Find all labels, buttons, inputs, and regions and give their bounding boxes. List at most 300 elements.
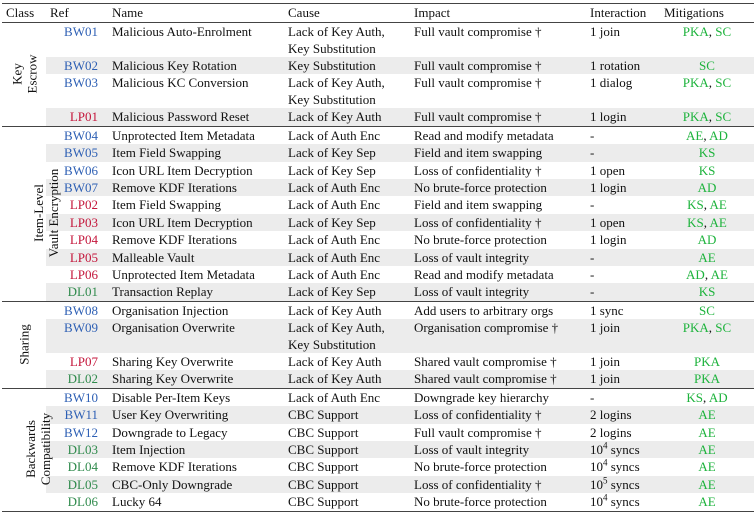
class-label-text [31, 169, 61, 257]
ref-cell: LP05 [46, 249, 108, 266]
class-label-line: Sharing [16, 324, 32, 365]
mitigation-tag: SC [715, 24, 732, 39]
cause-cell [284, 23, 410, 58]
cause-cell [284, 74, 410, 108]
cause-line: Lack of Key Sep [288, 214, 376, 230]
mitigation-tag: AE [698, 407, 716, 423]
impact-cell: Loss of confidentiality † [410, 406, 586, 423]
ref-cell: BW04 [46, 126, 108, 144]
interaction-cell [586, 406, 660, 423]
header-name: Name [108, 4, 284, 23]
interaction-cell [586, 126, 660, 144]
ref-cell: LP07 [69, 354, 98, 370]
table-row [2, 196, 754, 213]
class-label-text [9, 54, 39, 93]
interaction-value: 1 login [590, 109, 627, 125]
interaction-cell [586, 476, 660, 493]
mitigations-cell [660, 424, 754, 441]
name-cell: Sharing Key Overwrite [112, 354, 234, 370]
mitigations-cell [660, 74, 754, 108]
table-row [2, 424, 754, 441]
mitigation-tag: AE [698, 476, 716, 492]
interaction-value: 1 login [590, 179, 627, 195]
mitigation-tag: AD [708, 389, 728, 405]
mitigations-cell [660, 301, 754, 319]
cause-line: Lack of Key Auth, [288, 320, 385, 336]
ref-cell: BW07 [46, 179, 108, 196]
name-cell: Transaction Replay [108, 283, 284, 301]
mitigation-tag: KS [698, 162, 716, 178]
mitigation-tag: AE [709, 214, 727, 230]
cause-line: Lack of Key Auth [288, 109, 382, 125]
interaction-cell [586, 196, 660, 213]
interaction-value: 2 logins [590, 407, 632, 423]
interaction-cell [586, 283, 660, 301]
interaction-cell [586, 458, 660, 475]
table-row [2, 162, 754, 179]
interaction-exponent: 4 [603, 492, 608, 503]
interaction-cell [586, 144, 660, 161]
mitigation-tag: AD [686, 266, 705, 282]
cause-cell [284, 476, 410, 493]
mitigation-tag: PKA [682, 320, 709, 336]
table-body [2, 23, 754, 512]
table-row [2, 214, 754, 231]
name-cell: Downgrade to Legacy [112, 424, 228, 440]
impact-cell: Shared vault compromise † [414, 354, 557, 370]
name-cell: Item Field Swapping [112, 197, 222, 213]
table-row [2, 353, 754, 370]
mitigations-cell [660, 319, 754, 353]
interaction-value: - [590, 389, 595, 405]
interaction-cell [586, 266, 660, 283]
cause-line: CBC Support [288, 442, 359, 458]
cause-cell [284, 301, 410, 319]
interaction-value: 1 join [590, 320, 620, 336]
table-row [2, 476, 754, 493]
ref-cell: BW03 [64, 75, 98, 91]
header-ref: Ref [46, 4, 108, 23]
mitigation-tag: AE [686, 127, 704, 143]
mitigations-cell [660, 370, 754, 388]
cause-line: Lack of Key Sep [288, 162, 376, 178]
class-label-line: Compatibility [38, 413, 54, 486]
ref-cell: LP06 [69, 266, 98, 282]
ref-cell: BW11 [46, 406, 108, 423]
interaction-value: - [590, 284, 595, 300]
cause-line: Key Substitution [288, 337, 376, 353]
name-cell: User Key Overwriting [108, 406, 284, 423]
interaction-cell [586, 231, 660, 248]
interaction-value: 1 sync [590, 302, 624, 318]
table-row [2, 179, 754, 196]
mitigation-separator: , [703, 127, 710, 143]
class-label-line: Key [9, 63, 24, 85]
table-row [2, 74, 754, 108]
interaction-suffix: syncs [607, 459, 640, 475]
mitigation-tag: PKA [693, 371, 720, 387]
interaction-exponent: 4 [603, 440, 608, 451]
interaction-cell [586, 493, 660, 511]
impact-cell: Loss of vault integrity [410, 283, 586, 301]
cause-line: CBC Support [288, 476, 359, 492]
interaction-value: 10 [590, 459, 603, 475]
mitigations-cell [660, 57, 754, 74]
cause-cell [284, 196, 410, 213]
mitigations-cell [660, 214, 754, 231]
interaction-exponent: 4 [603, 458, 608, 469]
interaction-suffix: syncs [607, 494, 640, 510]
header-mitigations: Mitigations [660, 4, 754, 23]
mitigation-separator: , [703, 197, 710, 213]
name-cell: Lucky 64 [108, 493, 284, 511]
ref-cell: BW12 [64, 424, 98, 440]
cause-line: CBC Support [288, 459, 359, 475]
ref-cell: DL04 [67, 459, 98, 475]
cause-line: Lack of Auth Enc [288, 179, 381, 195]
table-row [2, 370, 754, 388]
name-cell: Sharing Key Overwrite [108, 370, 284, 388]
cause-cell [284, 441, 410, 458]
mitigation-tag: SC [699, 58, 715, 73]
cause-cell [284, 57, 410, 74]
mitigation-tag: AD [697, 179, 717, 195]
impact-cell: Full vault compromise † [414, 424, 542, 440]
table-row [2, 108, 754, 126]
cause-line: Lack of Auth Enc [288, 389, 381, 405]
impact-cell: Field and item swapping [410, 144, 586, 161]
cause-line: Lack of Auth Enc [288, 127, 381, 143]
cause-line: CBC Support [288, 407, 359, 423]
ref-cell: DL06 [46, 493, 108, 511]
impact-cell: No brute-force protection [410, 179, 586, 196]
interaction-value: - [590, 145, 595, 161]
name-cell: Malicious Auto-Enrolment [112, 24, 252, 39]
name-cell: Icon URL Item Decryption [108, 214, 284, 231]
cause-cell [284, 162, 410, 179]
name-cell: Remove KDF Iterations [108, 179, 284, 196]
mitigations-cell [660, 283, 754, 301]
impact-cell: Organisation compromise † [410, 319, 586, 353]
mitigation-separator: , [704, 266, 711, 282]
cause-cell [284, 126, 410, 144]
interaction-cell [586, 388, 660, 406]
interaction-value: 1 join [590, 371, 620, 387]
interaction-suffix: syncs [607, 476, 640, 492]
cause-cell [284, 406, 410, 423]
cause-cell [284, 266, 410, 283]
name-cell: Malicious Password Reset [108, 108, 284, 126]
mitigation-tag: KS [698, 145, 716, 161]
mitigation-separator: , [703, 389, 709, 405]
table-row [2, 493, 754, 511]
table-row [2, 231, 754, 248]
name-cell: CBC-Only Downgrade [108, 476, 284, 493]
impact-cell: Full vault compromise † [414, 24, 542, 39]
cause-cell [284, 231, 410, 248]
name-cell: Malicious KC Conversion [112, 75, 249, 91]
interaction-value: 10 [590, 476, 603, 492]
interaction-cell [586, 23, 660, 58]
interaction-cell [586, 179, 660, 196]
cause-line: Lack of Key Auth [288, 302, 382, 318]
interaction-cell [586, 214, 660, 231]
mitigation-tag: KS [687, 197, 704, 213]
attack-table [2, 3, 754, 512]
class-label-text [16, 325, 31, 365]
mitigation-separator: , [708, 109, 716, 125]
mitigations-cell [660, 266, 754, 283]
mitigation-tag: AE [709, 197, 727, 213]
impact-cell: Loss of confidentiality † [414, 162, 542, 178]
interaction-cell [586, 301, 660, 319]
class-label [2, 388, 54, 511]
name-cell: Unprotected Item Metadata [112, 266, 255, 282]
mitigation-separator: , [703, 214, 710, 230]
table-header-row [2, 4, 754, 23]
mitigation-tag: KS [687, 214, 704, 230]
class-label [2, 126, 62, 301]
impact-cell: Shared vault compromise † [410, 370, 586, 388]
mitigations-cell [660, 388, 754, 406]
interaction-exponent: 5 [603, 475, 608, 486]
interaction-value: 1 dialog [590, 75, 633, 91]
impact-cell: Add users to arbitrary orgs [410, 301, 586, 319]
interaction-value: 2 logins [590, 424, 632, 440]
mitigations-cell [660, 126, 754, 144]
impact-cell: Loss of confidentiality † [410, 476, 586, 493]
cause-line: Lack of Auth Enc [288, 232, 381, 248]
interaction-suffix: syncs [607, 442, 640, 458]
header-cause: Cause [284, 4, 410, 23]
class-label-line: Item-Level [31, 184, 47, 243]
mitigations-cell [660, 458, 754, 475]
table-row [2, 283, 754, 301]
cause-line: CBC Support [288, 424, 359, 440]
mitigation-separator: , [708, 75, 716, 91]
mitigation-tag: PKA [693, 354, 720, 370]
ref-cell: BW05 [46, 144, 108, 161]
mitigation-tag: SC [715, 320, 732, 336]
mitigation-tag: AE [698, 249, 716, 265]
name-cell: Remove KDF Iterations [112, 232, 237, 248]
table-row [2, 301, 754, 319]
interaction-value: - [590, 127, 595, 143]
interaction-value: - [590, 266, 595, 282]
cause-line: Lack of Key Auth, [288, 24, 385, 39]
interaction-cell [586, 353, 660, 370]
mitigations-cell [660, 144, 754, 161]
interaction-value: 1 open [590, 214, 626, 230]
mitigation-tag: SC [699, 302, 715, 318]
mitigation-tag: PKA [682, 109, 709, 125]
interaction-cell [586, 249, 660, 266]
impact-cell: Full vault compromise † [410, 108, 586, 126]
interaction-cell [586, 108, 660, 126]
mitigation-tag: KS [698, 284, 716, 300]
interaction-value: 1 rotation [590, 58, 641, 73]
ref-cell: LP02 [69, 197, 98, 213]
mitigation-tag: AE [698, 442, 716, 458]
interaction-value: 1 join [590, 354, 620, 370]
table-row [2, 266, 754, 283]
class-label-line: Backwards [23, 420, 39, 479]
interaction-cell [586, 57, 660, 74]
interaction-cell [586, 162, 660, 179]
cause-line: Key Substitution [288, 92, 376, 108]
interaction-cell [586, 74, 660, 108]
impact-cell: Loss of confidentiality † [410, 214, 586, 231]
mitigation-separator: , [708, 320, 716, 336]
mitigation-tag: AE [710, 266, 728, 282]
cause-line: Key Substitution [288, 58, 376, 73]
impact-cell: Downgrade key hierarchy [410, 388, 586, 406]
mitigation-tag: AE [698, 459, 716, 475]
ref-cell: BW02 [46, 57, 108, 74]
table-row [2, 23, 754, 58]
cause-line: Lack of Key Auth [288, 354, 382, 370]
interaction-value: 1 join [590, 24, 620, 39]
cause-cell [284, 370, 410, 388]
cause-cell [284, 214, 410, 231]
ref-cell: LP01 [46, 108, 108, 126]
interaction-cell [586, 424, 660, 441]
cause-cell [284, 108, 410, 126]
mitigation-separator: , [708, 24, 716, 39]
cause-cell [284, 283, 410, 301]
ref-cell: BW06 [64, 162, 98, 178]
mitigations-cell [660, 231, 754, 248]
cause-line: Lack of Auth Enc [288, 197, 381, 213]
mitigations-cell [660, 441, 754, 458]
mitigation-tag: KS [686, 389, 704, 405]
name-cell: Icon URL Item Decryption [112, 162, 253, 178]
impact-cell: Read and modify metadata [410, 126, 586, 144]
mitigation-tag: SC [715, 109, 732, 125]
mitigation-tag: AD [697, 232, 717, 248]
mitigations-cell [660, 406, 754, 423]
name-cell: Malicious Key Rotation [108, 57, 284, 74]
mitigation-tag: AE [698, 494, 716, 510]
cause-cell [284, 424, 410, 441]
cause-cell [284, 249, 410, 266]
cause-cell [284, 179, 410, 196]
ref-cell: DL03 [46, 441, 108, 458]
ref-cell: DL02 [46, 370, 108, 388]
impact-cell: Field and item swapping [414, 197, 543, 213]
name-cell: Item Injection [108, 441, 284, 458]
mitigations-cell [660, 353, 754, 370]
ref-cell: BW09 [46, 319, 108, 353]
class-label [2, 301, 46, 388]
cause-line: Lack of Auth Enc [288, 266, 381, 282]
cause-line: Lack of Key Auth, [288, 75, 385, 91]
ref-cell: DL05 [46, 476, 108, 493]
cause-cell [284, 319, 410, 353]
ref-cell: DL01 [46, 283, 108, 301]
ref-cell: BW08 [46, 301, 108, 319]
interaction-cell [586, 370, 660, 388]
name-cell: Organisation Injection [108, 301, 284, 319]
mitigations-cell [660, 179, 754, 196]
table-row [2, 126, 754, 144]
table-row [2, 458, 754, 475]
cause-cell [284, 353, 410, 370]
name-cell: Unprotected Item Metadata [108, 126, 284, 144]
interaction-value: 10 [590, 442, 603, 458]
impact-cell: No brute-force protection [410, 493, 586, 511]
name-cell: Item Field Swapping [108, 144, 284, 161]
interaction-value: 1 open [590, 162, 626, 178]
mitigations-cell [660, 23, 754, 58]
mitigations-cell [660, 476, 754, 493]
table-row [2, 144, 754, 161]
interaction-cell [586, 319, 660, 353]
table-row [2, 388, 754, 406]
header-impact: Impact [410, 4, 586, 23]
impact-cell: Full vault compromise † [410, 57, 586, 74]
interaction-value: - [590, 249, 595, 265]
name-cell: Organisation Overwrite [108, 319, 284, 353]
mitigations-cell [660, 249, 754, 266]
mitigations-cell [660, 108, 754, 126]
ref-cell: LP04 [69, 232, 98, 248]
class-label-text [23, 413, 53, 485]
cause-cell [284, 388, 410, 406]
header-interaction: Interaction [586, 4, 660, 23]
table-row [2, 441, 754, 458]
mitigation-tag: PKA [682, 75, 709, 91]
cause-line: Lack of Key Auth [288, 371, 382, 387]
class-label-line: Escrow [24, 54, 39, 94]
name-cell: Disable Per-Item Keys [108, 388, 284, 406]
class-label [2, 23, 46, 127]
cause-line: CBC Support [288, 494, 359, 510]
interaction-value: - [590, 197, 595, 213]
impact-cell: Loss of vault integrity [410, 441, 586, 458]
table-row [2, 249, 754, 266]
interaction-value: 1 login [590, 232, 627, 248]
class-label-line: Vault Encryption [46, 169, 62, 258]
header-class: Class [2, 4, 46, 23]
interaction-cell [586, 441, 660, 458]
mitigation-tag: SC [715, 75, 732, 91]
table-row [2, 406, 754, 423]
impact-cell: No brute-force protection [414, 232, 547, 248]
mitigation-tag: PKA [682, 24, 709, 39]
cause-line: Lack of Key Sep [288, 145, 376, 161]
impact-cell: Full vault compromise † [414, 75, 542, 91]
mitigations-cell [660, 162, 754, 179]
cause-line: Lack of Auth Enc [288, 249, 381, 265]
mitigations-cell [660, 493, 754, 511]
cause-line: Lack of Key Sep [288, 284, 376, 300]
cause-line: Key Substitution [288, 41, 376, 56]
ref-cell: LP03 [46, 214, 108, 231]
table-row [2, 57, 754, 74]
ref-cell: BW10 [46, 388, 108, 406]
cause-cell [284, 493, 410, 511]
ref-cell: BW01 [64, 24, 98, 39]
mitigations-cell [660, 196, 754, 213]
impact-cell: No brute-force protection [414, 459, 547, 475]
table-row [2, 319, 754, 353]
mitigation-tag: AD [709, 127, 728, 143]
cause-cell [284, 458, 410, 475]
impact-cell: Loss of vault integrity [410, 249, 586, 266]
interaction-value: 10 [590, 494, 603, 510]
name-cell: Malleable Vault [108, 249, 284, 266]
